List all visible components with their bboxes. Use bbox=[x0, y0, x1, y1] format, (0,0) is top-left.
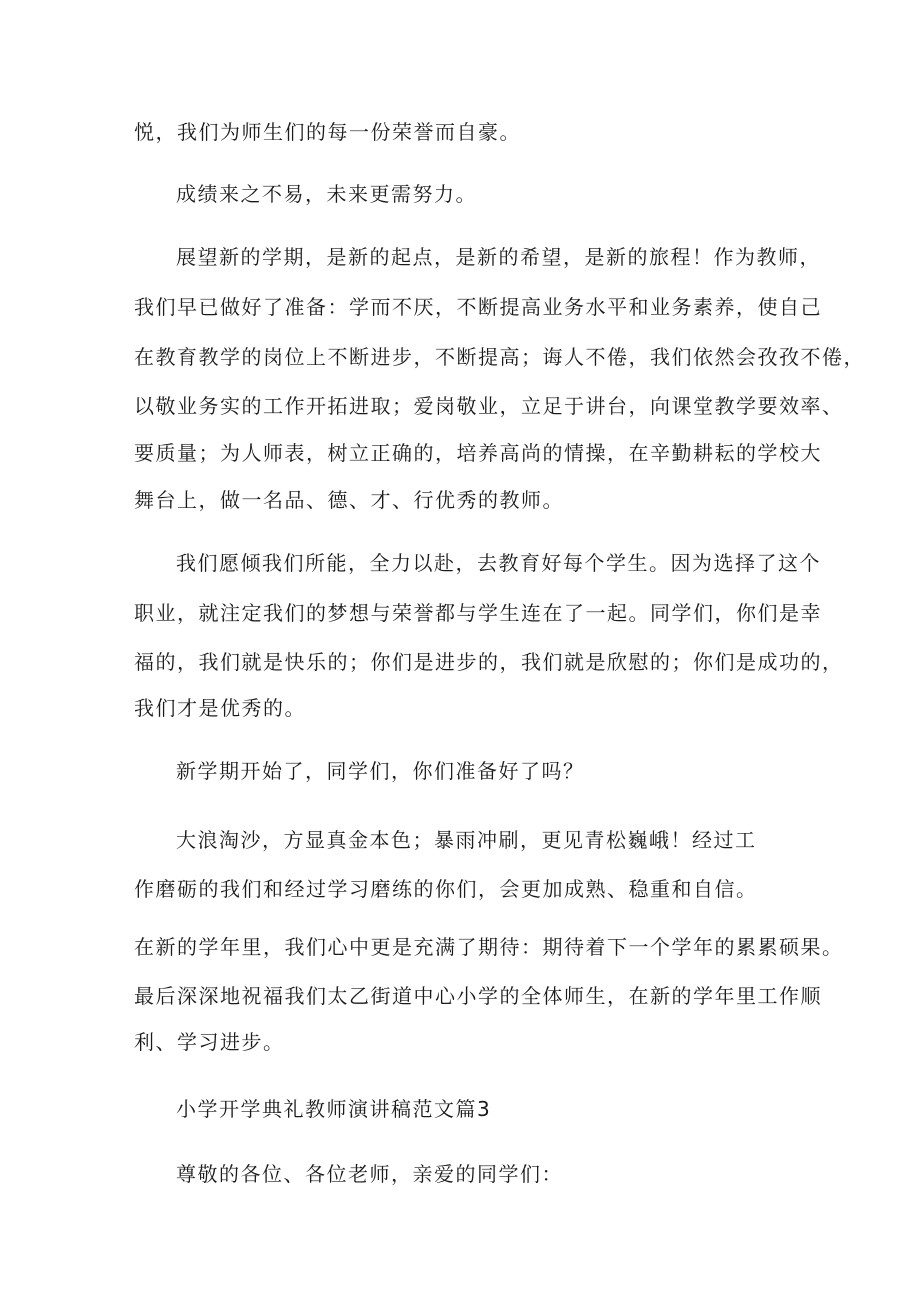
text-line: 在教育教学的岗位上不断进步，不断提高；诲人不倦，我们依然会孜孜不倦， bbox=[134, 345, 865, 369]
text-line: 舞台上，做一名品、德、才、行优秀的教师。 bbox=[134, 488, 564, 512]
text-line: 新学期开始了，同学们，你们准备好了吗？ bbox=[176, 759, 585, 783]
text-line: 我们才是优秀的。 bbox=[134, 696, 306, 720]
text-line: 职业，就注定我们的梦想与荣誉都与学生连在了一起。同学们，你们是幸 bbox=[134, 601, 822, 625]
text-line: 我们愿倾我们所能，全力以赴，去教育好每个学生。因为选择了这个 bbox=[176, 551, 821, 575]
text-line: 在新的学年里，我们心中更是充满了期待：期待着下一个学年的累累硕果。 bbox=[134, 935, 844, 959]
text-line: 以敬业务实的工作开拓进取；爱岗敬业，立足于讲台，向课堂教学要效率、 bbox=[134, 394, 844, 418]
text-line: 最后深深地祝福我们太乙街道中心小学的全体师生，在新的学年里工作顺 bbox=[134, 984, 822, 1008]
text-line: 展望新的学期，是新的起点，是新的希望，是新的旅程！作为教师， bbox=[176, 245, 821, 269]
text-line: 大浪淘沙，方显真金本色；暴雨冲刷，更见青松巍峨！经过工 bbox=[176, 828, 757, 852]
salutation: 尊敬的各位、各位老师，亲爱的同学们： bbox=[176, 1162, 563, 1186]
text-line: 福的，我们就是快乐的；你们是进步的，我们就是欣慰的；你们是成功的， bbox=[134, 650, 844, 674]
text-line: 要质量；为人师表，树立正确的，培养高尚的情操，在辛勤耕耘的学校大 bbox=[134, 441, 822, 465]
text-line: 我们早已做好了准备：学而不厌，不断提高业务水平和业务素养，使自己 bbox=[134, 295, 822, 319]
text-line: 利、学习进步。 bbox=[134, 1030, 285, 1054]
section-heading: 小学开学典礼教师演讲稿范文篇3 bbox=[176, 1097, 492, 1121]
text-line: 成绩来之不易，未来更需努力。 bbox=[176, 182, 477, 206]
text-line: 作磨砺的我们和经过学习磨练的你们，会更加成熟、稳重和自信。 bbox=[134, 877, 758, 901]
text-line: 悦，我们为师生们的每一份荣誉而自豪。 bbox=[134, 120, 521, 144]
